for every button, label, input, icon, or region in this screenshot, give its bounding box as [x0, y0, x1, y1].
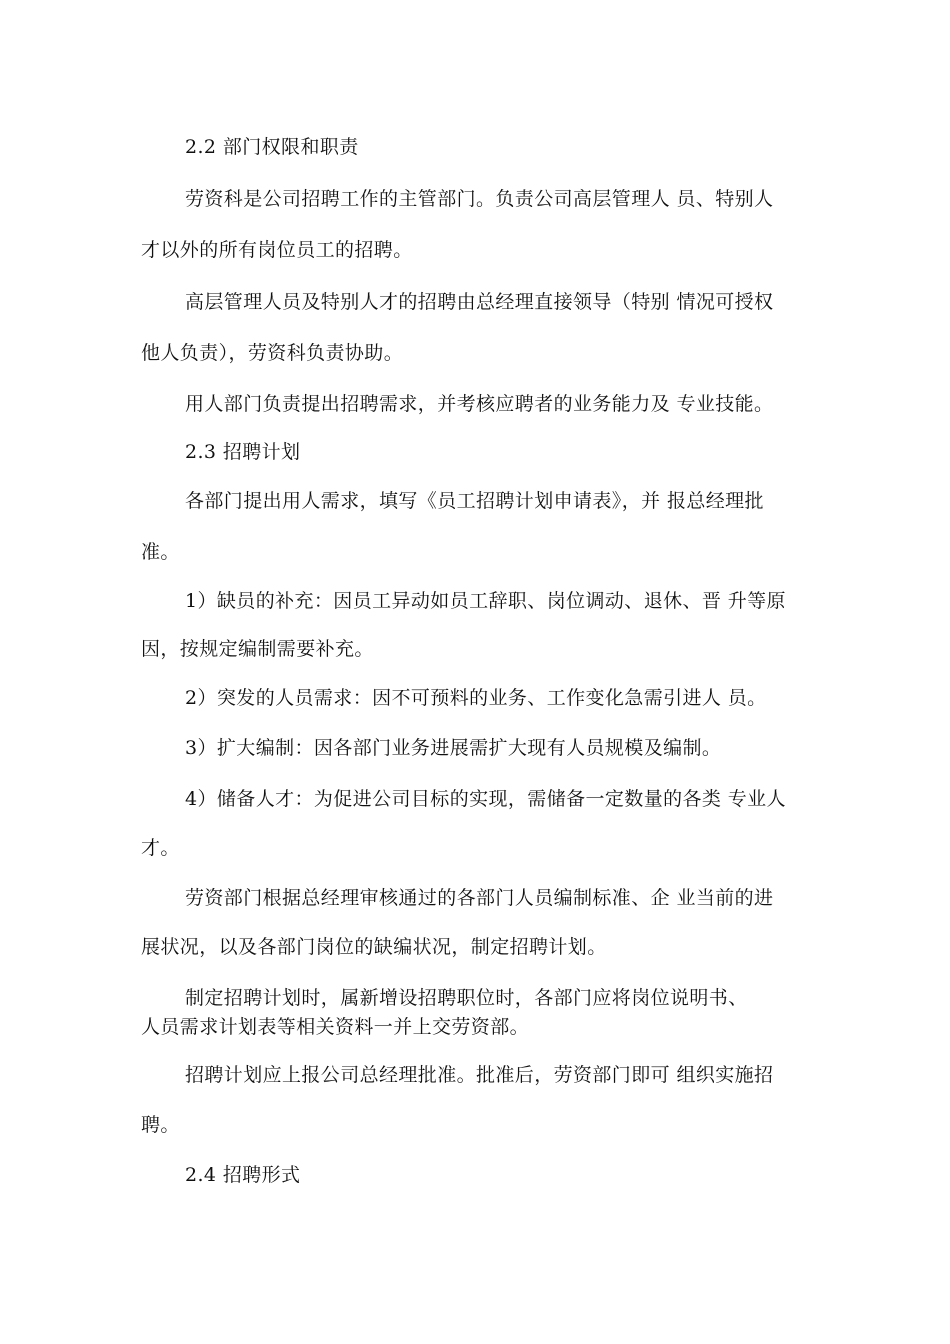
list-item-line: 2）突发的人员需求：因不可预料的业务、工作变化急需引进人 员。 [185, 687, 767, 709]
paragraph-line: 人员需求计划表等相关资料一并上交劳资部。 [141, 1016, 530, 1038]
list-item-line: 3）扩大编制：因各部门业务进展需扩大现有人员规模及编制。 [185, 737, 722, 759]
paragraph-line: 各部门提出用人需求，填写《员工招聘计划申请表》，并 报总经理批 [185, 490, 764, 512]
list-item-line: 才。 [141, 837, 180, 859]
paragraph-line: 用人部门负责提出招聘需求，并考核应聘者的业务能力及 专业技能。 [185, 393, 774, 415]
section-heading-2-3: 2.3 招聘计划 [185, 441, 301, 463]
paragraph-line: 劳资部门根据总经理审核通过的各部门人员编制标准、企 业当前的进 [185, 887, 774, 909]
paragraph-line: 制定招聘计划时，属新增设招聘职位时，各部门应将岗位说明书、 [185, 987, 748, 1009]
list-item-line: 4）储备人才：为促进公司目标的实现，需储备一定数量的各类 专业人 [185, 788, 786, 810]
section-heading-2-2: 2.2 部门权限和职责 [185, 136, 359, 158]
list-item-line: 1）缺员的补充：因员工异动如员工辞职、岗位调动、退休、晋 升等原 [185, 590, 786, 612]
paragraph-line: 才以外的所有岗位员工的招聘。 [141, 239, 413, 261]
section-heading-2-4: 2.4 招聘形式 [185, 1164, 301, 1186]
paragraph-line: 招聘计划应上报公司总经理批准。批准后，劳资部门即可 组织实施招 [185, 1064, 774, 1086]
paragraph-line: 展状况，以及各部门岗位的缺编状况，制定招聘计划。 [141, 936, 607, 958]
paragraph-line: 他人负责），劳资科负责协助。 [141, 342, 404, 364]
paragraph-line: 高层管理人员及特别人才的招聘由总经理直接领导（特别 情况可授权 [185, 291, 774, 313]
paragraph-line: 劳资科是公司招聘工作的主管部门。负责公司高层管理人 员、特别人 [185, 188, 774, 210]
paragraph-line: 聘。 [141, 1114, 180, 1136]
paragraph-line: 准。 [141, 541, 180, 563]
list-item-line: 因，按规定编制需要补充。 [141, 638, 374, 660]
